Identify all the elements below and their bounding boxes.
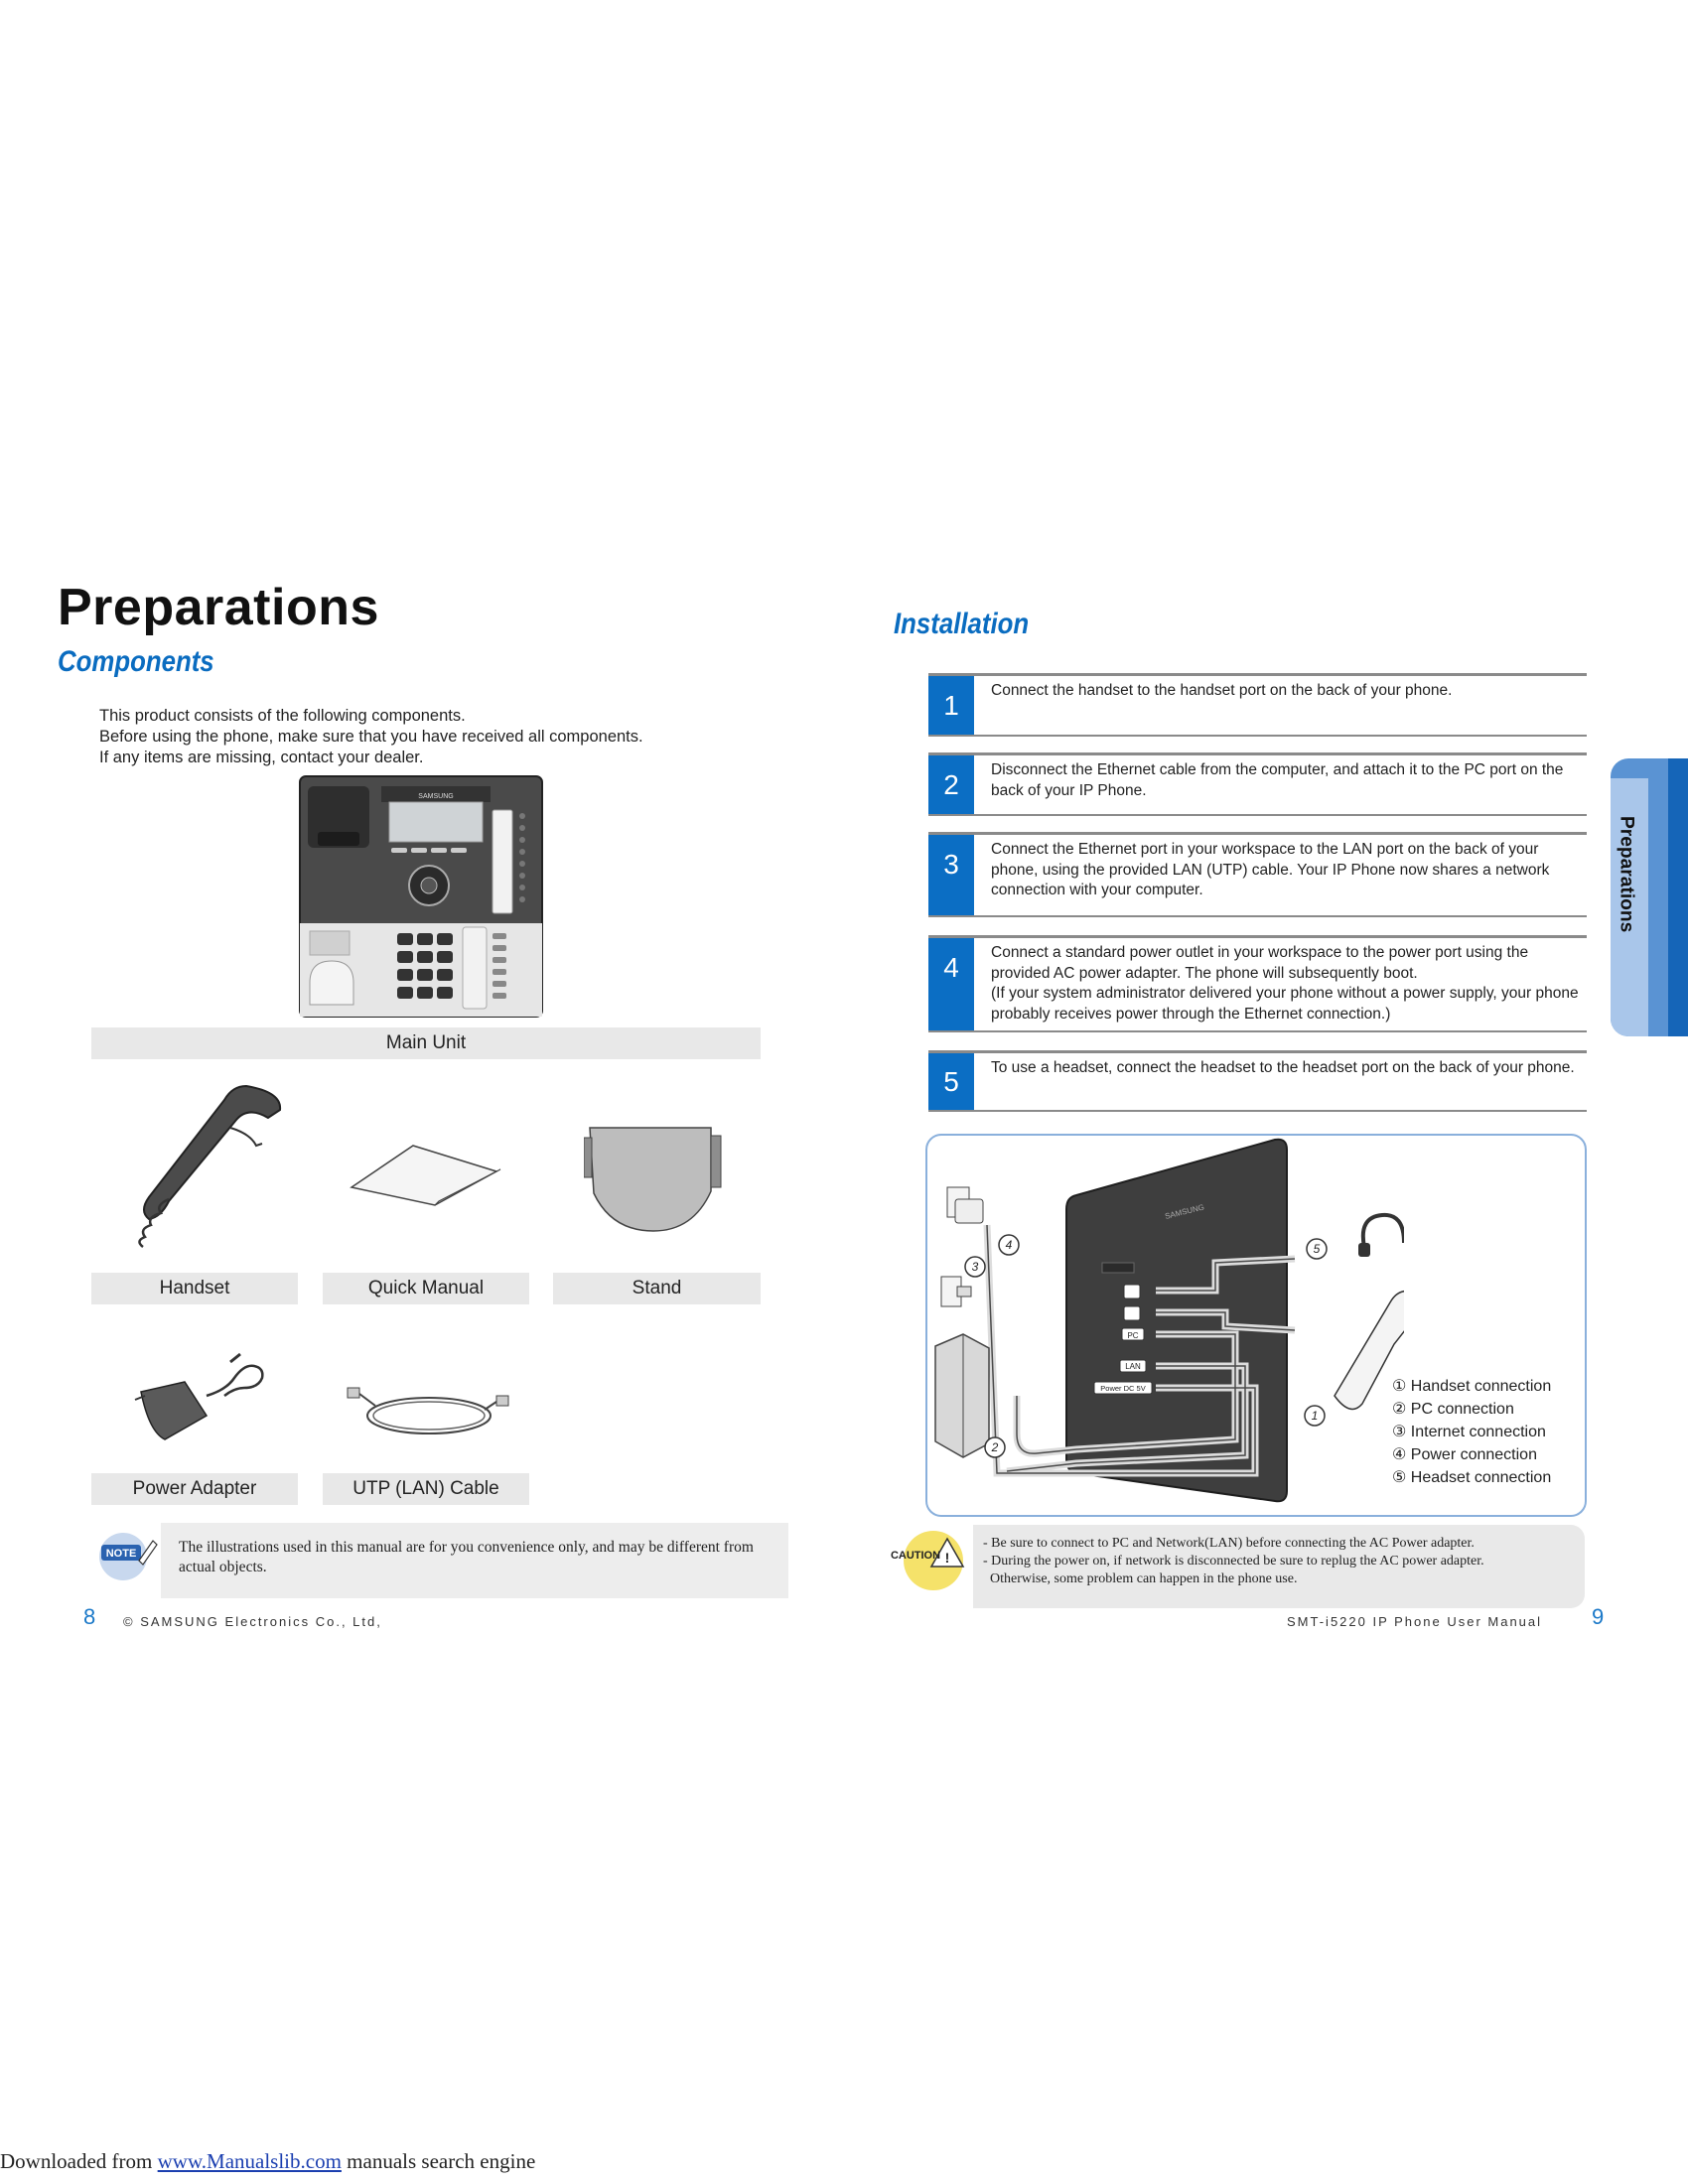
intro-text [99, 706, 643, 768]
caption-main-unit: Main Unit [91, 1027, 761, 1059]
caption-quick-manual: Quick Manual [323, 1273, 529, 1304]
download-prefix: Downloaded from [0, 2149, 158, 2173]
install-step-5 [928, 1050, 1587, 1112]
power-adapter-illustration [131, 1352, 270, 1451]
side-tab-label: Preparations [1616, 816, 1637, 933]
callout-5: 5 [1313, 1242, 1321, 1256]
intro-line: Before using the phone, make sure that you have received all components. [99, 728, 643, 746]
footer-left: © SAMSUNG Electronics Co., Ltd, [123, 1614, 382, 1629]
caution-icon [890, 1523, 969, 1600]
callout-4: 4 [1005, 1238, 1013, 1252]
download-line [0, 2149, 535, 2174]
side-tab-label-container [1615, 776, 1638, 975]
main-unit-illustration [298, 774, 544, 1019]
utp-cable-illustration [346, 1380, 514, 1443]
step-number: 1 [928, 676, 974, 735]
legend-item: ③ Internet connection [1392, 1424, 1546, 1440]
caution-label: CAUTION [890, 1550, 941, 1562]
step-text: Disconnect the Ethernet cable from the computer, and attach it to the PC port on the back of your IP Phone. [991, 761, 1564, 799]
install-step-1 [928, 673, 1587, 737]
quick-manual-illustration [348, 1140, 506, 1209]
legend-item: ② PC connection [1392, 1401, 1514, 1418]
install-step-4 [928, 935, 1587, 1032]
caution-line: Otherwise, some problem can happen in the phone use. [983, 1571, 1298, 1586]
step-text: To use a headset, connect the headset to the headset port on the back of your phone. [991, 1059, 1575, 1076]
step-number: 5 [928, 1053, 974, 1110]
page-number-left: 8 [83, 1604, 96, 1629]
page-number-right: 9 [1592, 1604, 1605, 1629]
step-number: 3 [928, 835, 974, 915]
step-text: Connect the Ethernet port in your workspace to the LAN port on the back of your phone, using the provided LAN (UTP) cable. Your IP Phone now shares a network connection with your computer. [991, 841, 1550, 898]
section-heading-components: Components [58, 645, 214, 678]
note-icon [95, 1527, 159, 1586]
caption-handset: Handset [91, 1273, 298, 1304]
callout-1: 1 [1311, 1409, 1319, 1423]
port-lan-label: LAN [1125, 1362, 1141, 1371]
legend-item: ① Handset connection [1392, 1378, 1552, 1395]
svg-text:!: ! [944, 1550, 950, 1566]
caption-stand: Stand [553, 1273, 761, 1304]
page-title: Preparations [58, 579, 379, 636]
step-number: 4 [928, 938, 974, 1030]
phone-back-brand: SAMSUNG [1164, 1202, 1205, 1221]
step-number: 2 [928, 755, 974, 814]
section-heading-installation: Installation [894, 608, 1030, 640]
intro-line: If any items are missing, contact your dealer. [99, 749, 424, 766]
caution-line: - During the power on, if network is disconnected be sure to replug the AC power adapter. [983, 1554, 1484, 1569]
download-suffix: manuals search engine [341, 2149, 536, 2173]
legend-item: ⑤ Headset connection [1392, 1469, 1552, 1486]
port-pc-label: PC [1127, 1331, 1139, 1340]
legend-item: ④ Power connection [1392, 1446, 1537, 1463]
install-step-2 [928, 752, 1587, 816]
caption-power-adapter: Power Adapter [91, 1473, 298, 1505]
note-text: The illustrations used in this manual are for you convenience only, and may be different from actual objects. [179, 1539, 754, 1575]
footer-right: SMT-i5220 IP Phone User Manual [1287, 1614, 1543, 1629]
connection-diagram-illustration [927, 1136, 1404, 1511]
handset-illustration [109, 1080, 288, 1249]
caption-utp-cable: UTP (LAN) Cable [323, 1473, 529, 1505]
phone-brand-label: SAMSUNG [418, 793, 454, 800]
stand-illustration [584, 1122, 733, 1237]
note-label: NOTE [105, 1548, 137, 1560]
step-text: Connect the handset to the handset port on the back of your phone. [991, 682, 1453, 699]
install-step-3 [928, 832, 1587, 917]
side-tab-dark-strip [1668, 758, 1688, 1036]
port-power-label: Power DC 5V [1100, 1384, 1146, 1393]
manualslib-link[interactable]: www.Manualslib.com [157, 2149, 342, 2173]
intro-line: This product consists of the following components. [99, 707, 466, 725]
callout-3: 3 [971, 1260, 979, 1274]
step-text: Connect a standard power outlet in your workspace to the power port using the provided AC power adapter. The phone will subsequently boot. (If your system administrator delivered your phone without a power supply, your phone probably receives power through the Ethernet connection.) [991, 944, 1579, 1023]
caution-line: - Be sure to connect to PC and Network(LAN) before connecting the AC Power adapter. [983, 1536, 1475, 1551]
caution-text [983, 1535, 1579, 1588]
callout-2: 2 [991, 1440, 999, 1454]
